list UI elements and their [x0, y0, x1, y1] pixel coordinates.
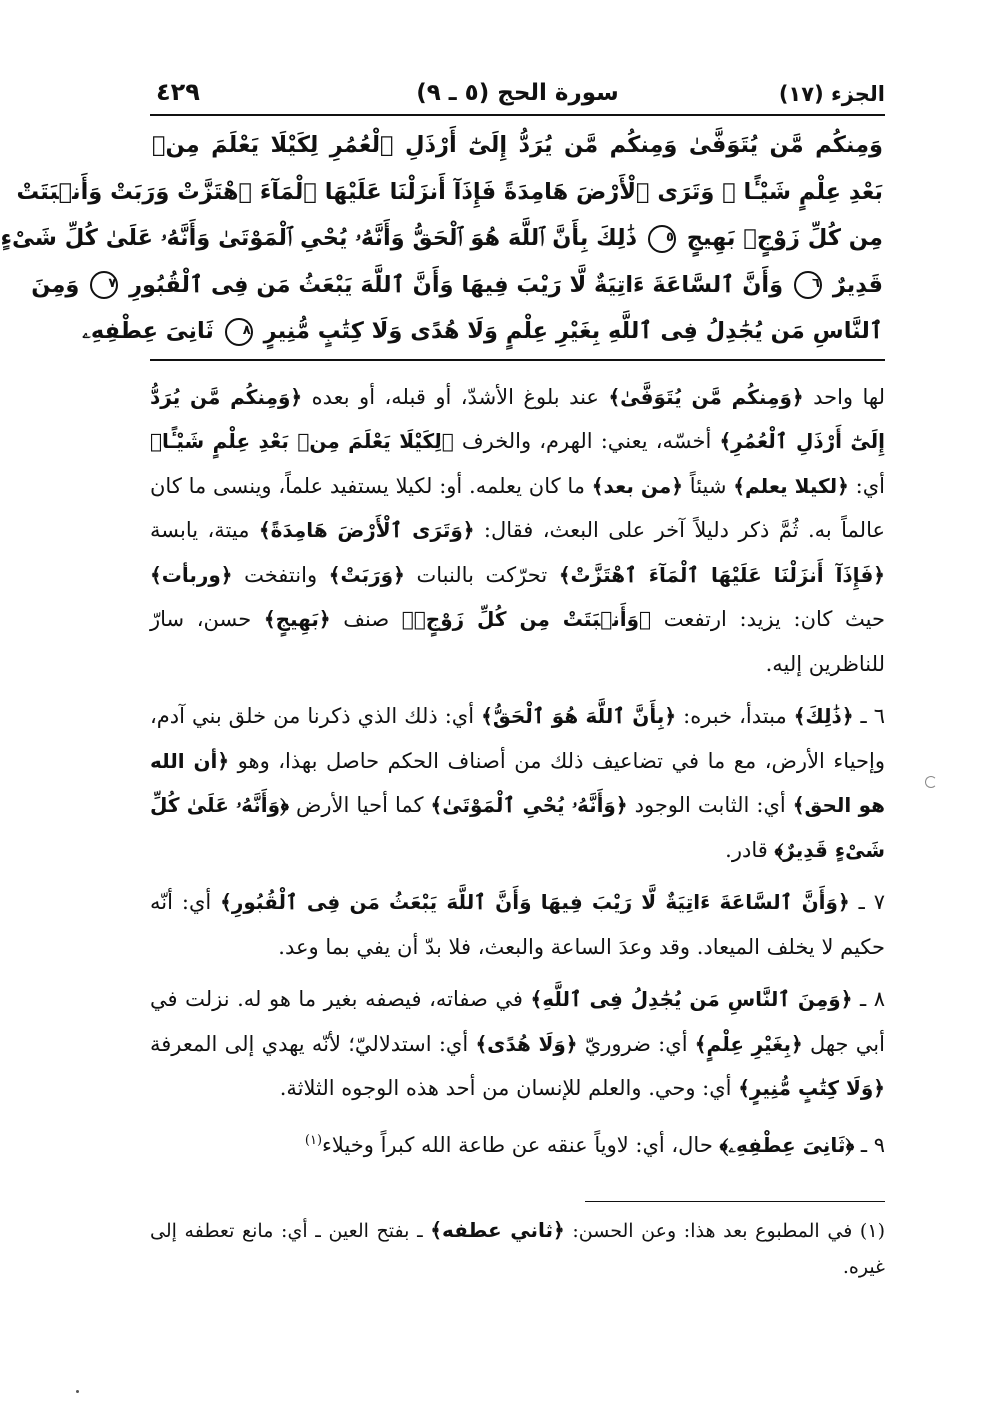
commentary-text: أي: [848, 473, 886, 498]
commentary-text: تحرّكت بالنبات [404, 562, 559, 587]
commentary-text: حيث كان: يزيد: ارتفعت [651, 607, 885, 631]
ayah-number-marker: ٨ [225, 318, 253, 346]
quran-line-text: وَأَنَّ ٱلسَّاعَةَ ءَاتِيَةٌ لَّا رَيْبَ فِيهَا وَأَنَّ ٱللَّهَ يَبْعَثُ مَن فِى ٱلْقُبُورِ [129, 271, 784, 298]
quran-line [152, 122, 883, 169]
footnote-separator [585, 1201, 885, 1202]
quran-quote: ﴿ثَانِىَ عِطْفِهِۦ﴾ [719, 1132, 855, 1157]
footnote-text: في المطبوع بعد هذا: وعن الحسن: [564, 1220, 860, 1242]
quran-quote: ﴿ذَٰلِكَ﴾ [793, 704, 854, 728]
commentary-paragraph [150, 977, 885, 1111]
commentary-text: ما كان يعلمه. أو: لكيلا يستفيد علماً، وينسى ما كان عالماً به. ثُمَّ ذكر دليلاً آخر على البعث، فقال: [150, 473, 885, 542]
quran-text-block [0, 116, 885, 359]
quran-quote: ﴿أن الله هو الحق﴾ [150, 748, 885, 817]
scan-speck [76, 1390, 79, 1393]
commentary-paragraph [150, 880, 885, 969]
commentary-text: ٩ ـ [854, 1132, 885, 1157]
commentary-body [150, 375, 885, 1168]
ayah-number-marker: ٦ [794, 271, 822, 299]
quran-quote: ﴿لِكَيْلَا يَعْلَمَ مِنۢ بَعْدِ عِلْمٍ شَيْـًٔا﴾ [150, 429, 454, 453]
commentary-text: كما أحيا الأرض [288, 793, 431, 817]
commentary-text: لها واحد [803, 384, 885, 409]
page-number: ٤٢٩ [156, 78, 200, 106]
quran-line-text: قَدِيرٌ [832, 271, 883, 298]
quran-line-text: وَمِنَ [31, 271, 80, 298]
commentary-text: عند بلوغ الأشدّ، أو قبله، أو بعده [302, 384, 609, 409]
quran-quote: ﴿وَتَرَى ٱلْأَرْضَ هَامِدَةً﴾ [258, 518, 475, 542]
commentary-text: مبتدأ، خبره: [676, 704, 794, 728]
book-page [0, 78, 886, 1285]
quran-quote: ﴿بِأَنَّ ٱللَّهَ هُوَ ٱلْحَقُّ﴾ [481, 704, 677, 728]
commentary-text: ٧ ـ [849, 890, 885, 914]
quran-quote: ﴿وَرَبَتْ﴾ [328, 562, 405, 587]
quran-line-text: مِن كُلِّ زَوْجٍۭ بَهِيجٍ [686, 225, 883, 251]
commentary-text: في صفاته، فيصفه بغير ما هو له. نزلت في أبي جهل [150, 987, 885, 1056]
commentary-text: أي: استدلاليّ؛ لأنّه يهدي إلى المعرفة [150, 1031, 476, 1056]
quran-quote: ﴿وَأَنَّهُۥ يُحْىِ ٱلْمَوْتَىٰ﴾ [430, 793, 628, 817]
quran-quote: ﴿بَهِيجٍ﴾ [263, 607, 331, 631]
footnote-separator-wrap [150, 1175, 885, 1212]
quran-quote: ﴿وَلَا هُدًى﴾ [475, 1031, 578, 1056]
quran-quote: ﴿وَمِنكُم مَّن يُتَوَفَّىٰ﴾ [608, 384, 804, 409]
quran-line-text: ذَٰلِكَ بِأَنَّ ٱللَّهَ هُوَ ٱلْحَقُّ وَأَنَّهُۥ يُحْىِ ٱلْمَوْتَىٰ وَأَنَّهُۥ عَلَىٰ كُلِّ شَىْءٍ [0, 225, 638, 251]
quran-quote: ﴿وَأَنۢبَتَتْ مِن كُلِّ زَوْجٍۭ﴾ [401, 607, 652, 631]
commentary-text: أي: أنّه حكيم لا يخلف الميعاد. وقد وعدَ الساعة والبعث، فلا بدّ أن يفي بما وعد. [150, 890, 885, 959]
quran-line [0, 215, 883, 262]
commentary-text: وانتفخت [232, 562, 329, 587]
commentary-text: ٦ ـ [853, 704, 886, 728]
quran-quote: ﴿ثاني عطفه﴾ [430, 1218, 565, 1242]
commentary-text: حسن، سارّ للناظرين إليه. [150, 607, 885, 676]
quran-quote: ﴿وربأت﴾ [150, 562, 233, 587]
commentary-text: أي: الثابت الوجود [627, 793, 793, 817]
quran-quote: ﴿وَمِنَ ٱلنَّاسِ مَن يُجَٰدِلُ فِى ٱللَّهِ﴾ [530, 987, 853, 1011]
commentary-text: قادر. [725, 837, 775, 862]
commentary-text: شيئاً [683, 473, 734, 498]
scan-margin-mark [925, 776, 937, 788]
ayah-number-marker: ٥ [648, 225, 676, 253]
commentary-text: صنف [330, 607, 402, 631]
quran-line-text: ثَانِىَ عِطْفِهِۦ [82, 318, 214, 344]
quran-bottom-rule [150, 359, 885, 361]
quran-quote: ﴿لكيلا يعلم﴾ [733, 473, 849, 498]
commentary-paragraph [150, 375, 885, 687]
quran-line [31, 262, 883, 309]
quran-quote: ﴿وَلَا كِتَٰبٍ مُّنِيرٍ﴾ [738, 1076, 885, 1100]
surah-title: سورة الحج (٥ ـ ٩) [416, 80, 619, 106]
quran-line-text: وَمِنكُم مَّن يُتَوَفَّىٰ وَمِنكُم مَّن يُرَدُّ إِلَىٰٓ أَرْذَلِ ٱلْعُمُرِ لِكَيْلَا يَعْلَمَ مِنۢ [152, 132, 883, 158]
page-header [150, 78, 885, 114]
commentary-paragraph [150, 1119, 885, 1168]
commentary-text: ٨ ـ [852, 987, 885, 1011]
commentary-paragraph [150, 694, 885, 872]
quran-quote: ﴿وَأَنَّهُۥ عَلَىٰ كُلِّ شَىْءٍ قَدِيرٌ﴾ [150, 793, 885, 862]
commentary-text: أي: وحي. والعلم للإنسان من أحد هذه الوجوه الثلاثة. [279, 1076, 739, 1100]
quran-quote: ﴿من بعد﴾ [591, 473, 684, 498]
footnote-reference[interactable]: (١) [304, 1132, 323, 1148]
footnote-number: (١) [859, 1220, 885, 1242]
quran-line [82, 308, 883, 355]
commentary-text: حال، أي: لاوياً عنقه عن طاعة الله كبراً وخيلاء [322, 1132, 720, 1157]
commentary-text: ميتة، يابسة [150, 518, 259, 542]
commentary-text: أي: ذلك الذي ذكرنا من خلق بني آدم، وإحياء الأرض، مع ما في تضاعيف ذلك من أصناف الحكم حاصل بهذا، وهو [150, 704, 885, 773]
juz-label: الجزء (١٧) [778, 82, 885, 106]
ayah-number-marker: ٧ [90, 271, 118, 299]
quran-quote: ﴿بِغَيْرِ عِلْمٍ﴾ [694, 1031, 803, 1056]
quran-line-text: بَعْدِ عِلْمٍ شَيْـًٔا ۚ وَتَرَى ٱلْأَرْضَ هَامِدَةً فَإِذَآ أَنزَلْنَا عَلَيْهَا ٱلْمَآءَ ٱهْتَزَّتْ وَرَبَتْ وَأَنۢبَتَتْ [16, 178, 883, 205]
footnote-text: ـ بفتح العين ـ أي: مانع تعطفه إلى غيره. [150, 1220, 885, 1278]
footnote [150, 1212, 885, 1285]
commentary-text: أي: ضروريّ [577, 1031, 695, 1056]
quran-quote: ﴿وَمِنكُم مَّن يُرَدُّ إِلَىٰٓ أَرْذَلِ ٱلْعُمُرِ﴾ [150, 384, 885, 453]
quran-quote: ﴿وَأَنَّ ٱلسَّاعَةَ ءَاتِيَةٌ لَّا رَيْبَ فِيهَا وَأَنَّ ٱللَّهَ يَبْعَثُ مَن فِى ٱلْقُبُورِ﴾ [220, 890, 850, 914]
quran-line [16, 169, 883, 216]
quran-quote: ﴿فَإِذَآ أَنزَلْنَا عَلَيْهَا ٱلْمَآءَ ٱهْتَزَّتْ﴾ [558, 562, 886, 587]
commentary-text: أخسّه، يعني: الهرم، والخرف [453, 429, 720, 453]
quran-line-text: ٱلنَّاسِ مَن يُجَٰدِلُ فِى ٱللَّهِ بِغَيْرِ عِلْمٍ وَلَا هُدًى وَلَا كِتَٰبٍ مُّنِيرٍ [263, 318, 883, 344]
